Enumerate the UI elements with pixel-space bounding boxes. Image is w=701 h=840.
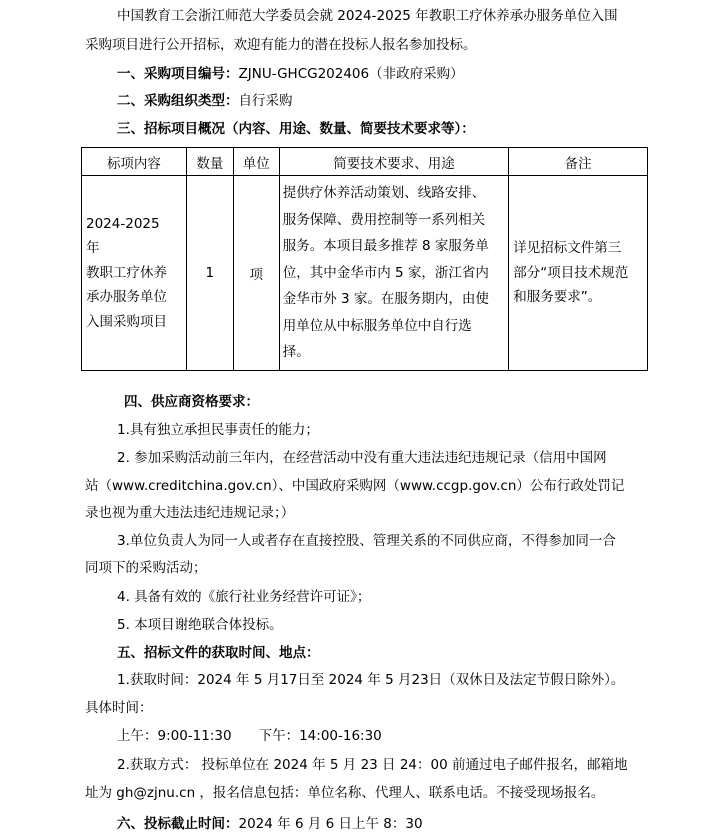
qualification-item: 2. 参加采购活动前三年内，在经营活动中没有重大违法违纪违规记录（信用中国网 bbox=[117, 450, 607, 466]
table-header-cell: 数量 bbox=[186, 148, 233, 176]
acquisition-line: 上午：9:00-11:30 下午：14:00-16:30 bbox=[117, 728, 382, 744]
table-row bbox=[82, 176, 648, 371]
project-overview-table bbox=[81, 147, 648, 371]
unit-cell: 项 bbox=[233, 176, 279, 371]
qualification-item: 同项下的采购活动； bbox=[85, 560, 207, 576]
remark-line: 详见招标文件第三 bbox=[513, 240, 622, 257]
item-content-cell bbox=[82, 176, 187, 371]
acquisition-line: 1.获取时间：2024 年 5 月17日至 2024 年 5 月23日（双休日及法定节假日除外）。 bbox=[117, 672, 625, 688]
content-line: 2024-2025 年 bbox=[86, 215, 174, 257]
procurement-type: 自行采购 bbox=[238, 93, 293, 109]
requirement-line: 位，其中金华市内 5 家，浙江省内 bbox=[282, 264, 489, 281]
section-3-label: 三、招标项目概况（内容、用途、数量、简要技术要求等）： bbox=[117, 121, 475, 137]
qualification-item: 5. 本项目谢绝联合体投标。 bbox=[117, 617, 283, 633]
bid-deadline: 2024 年 6 月 6 日上午 8：30 bbox=[238, 816, 423, 832]
procurement-number: ZJNU-GHCG202406（非政府采购） bbox=[238, 66, 464, 82]
table-header-cell: 标项内容 bbox=[82, 148, 187, 176]
content-line: 承办服务单位 bbox=[86, 289, 167, 306]
requirements-cell bbox=[279, 176, 509, 371]
requirement-line: 提供疗休养活动策划、线路安排、 bbox=[282, 185, 486, 202]
table-header-cell: 单位 bbox=[233, 148, 279, 176]
requirement-line: 服务。本项目最多推荐 8 家服务单 bbox=[282, 238, 489, 255]
acquisition-line: 址为 gh@zjnu.cn ，报名信息包括：单位名称、代理人、联系电话。不接受现场报名。 bbox=[85, 785, 605, 801]
qualification-item: 4. 具备有效的《旅行社业务经营许可证》； bbox=[117, 589, 371, 605]
content-line: 教职工疗休养 bbox=[86, 264, 167, 281]
table-header-cell: 备注 bbox=[509, 148, 648, 176]
acquisition-line: 2.获取方式： 投标单位在 2024 年 5 月 23 日 24：00 前通过电子邮件报名，邮箱地 bbox=[117, 757, 628, 773]
section-5-label: 五、招标文件的获取时间、地点： bbox=[117, 645, 320, 661]
requirement-line: 金华市外 3 家。在服务期内，由使 bbox=[282, 291, 489, 308]
section-6-label: 六、投标截止时间： bbox=[117, 816, 239, 832]
requirement-line: 择。 bbox=[282, 344, 310, 361]
intro-line-2: 采购项目进行公开招标，欢迎有能力的潜在投标人报名参加投标。 bbox=[85, 37, 477, 53]
remark-cell bbox=[509, 176, 648, 371]
requirement-line: 服务保障、费用控制等一系列相关 bbox=[282, 211, 486, 228]
section-1-label: 一、采购项目编号： bbox=[117, 66, 239, 82]
section-2-label: 二、采购组织类型： bbox=[117, 93, 239, 109]
table-header-row bbox=[82, 148, 648, 176]
qualification-item: 3.单位负责人为同一人或者存在直接控股、管理关系的不同供应商，不得参加同一合 bbox=[117, 533, 616, 549]
quantity-cell: 1 bbox=[186, 176, 233, 371]
section-2 bbox=[117, 91, 293, 111]
section-6 bbox=[117, 814, 423, 834]
section-1 bbox=[117, 64, 464, 84]
intro-line-1: 中国教育工会浙江师范大学委员会就 2024-2025 年教职工疗休养承办服务单位入围 bbox=[117, 8, 618, 24]
qualification-item: 站（www.creditchina.gov.cn）、中国政府采购网（www.ccgp.gov.cn）公布行政处罚记 bbox=[85, 478, 625, 494]
table-header-cell: 简要技术要求、用途 bbox=[279, 148, 509, 176]
requirement-line: 用单位从中标服务单位中自行选 bbox=[282, 317, 472, 334]
content-line: 入围采购项目 bbox=[86, 313, 167, 330]
remark-line: 部分“项目技术规范 bbox=[513, 264, 629, 281]
acquisition-line: 具体时间： bbox=[85, 700, 153, 716]
remark-line: 和服务要求”。 bbox=[513, 289, 602, 306]
qualification-item: 录也视为重大违法违纪违规记录；） bbox=[85, 505, 295, 521]
section-4-label: 四、供应商资格要求： bbox=[124, 394, 259, 410]
qualification-item: 1.具有独立承担民事责任的能力； bbox=[117, 422, 319, 438]
